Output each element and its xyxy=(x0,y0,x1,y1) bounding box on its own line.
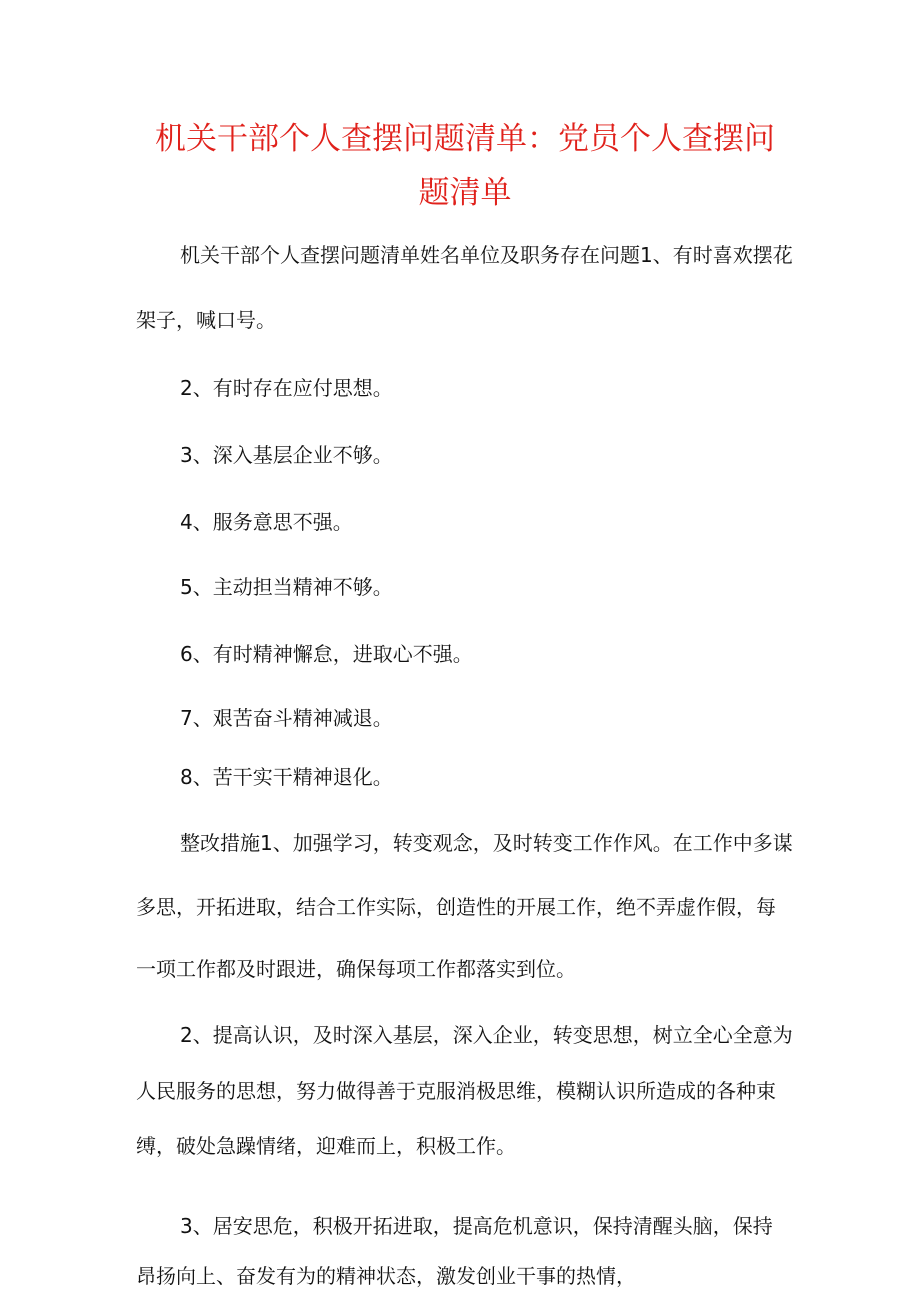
text-line: 一项工作都及时跟进，确保每项工作都落实到位。 xyxy=(136,957,576,981)
text-line: 人民服务的思想，努力做得善于克服消极思维，模糊认识所造成的各种束 xyxy=(136,1079,776,1103)
text-line: 2、提高认识，及时深入基层，深入企业，转变思想，树立全心全意为 xyxy=(180,1023,793,1047)
text-line: 5、主动担当精神不够。 xyxy=(180,575,393,599)
title-line-2: 题清单 xyxy=(418,175,512,211)
text-line: 6、有时精神懈怠，进取心不强。 xyxy=(180,642,473,666)
text-line: 多思，开拓进取，结合工作实际，创造性的开展工作，绝不弄虚作假，每 xyxy=(136,895,776,919)
title-line-1: 机关干部个人查摆问题清单：党员个人查摆问 xyxy=(155,121,775,157)
text-line: 2、有时存在应付思想。 xyxy=(180,376,393,400)
text-line: 3、居安思危，积极开拓进取，提高危机意识，保持清醒头脑，保持 xyxy=(180,1214,773,1238)
text-line: 3、深入基层企业不够。 xyxy=(180,443,393,467)
text-line: 整改措施1、加强学习，转变观念，及时转变工作作风。在工作中多谋 xyxy=(180,831,793,855)
text-line: 架子，喊口号。 xyxy=(136,308,276,332)
text-line: 4、服务意思不强。 xyxy=(180,510,353,534)
text-line: 机关干部个人查摆问题清单姓名单位及职务存在问题1、有时喜欢摆花 xyxy=(180,243,793,267)
text-line: 昂扬向上、奋发有为的精神状态，激发创业干事的热情， xyxy=(136,1264,636,1288)
text-line: 8、苦干实干精神退化。 xyxy=(180,765,393,789)
text-line: 缚，破处急躁情绪，迎难而上，积极工作。 xyxy=(136,1134,516,1158)
text-line: 7、艰苦奋斗精神减退。 xyxy=(180,706,393,730)
document-title xyxy=(150,112,780,220)
